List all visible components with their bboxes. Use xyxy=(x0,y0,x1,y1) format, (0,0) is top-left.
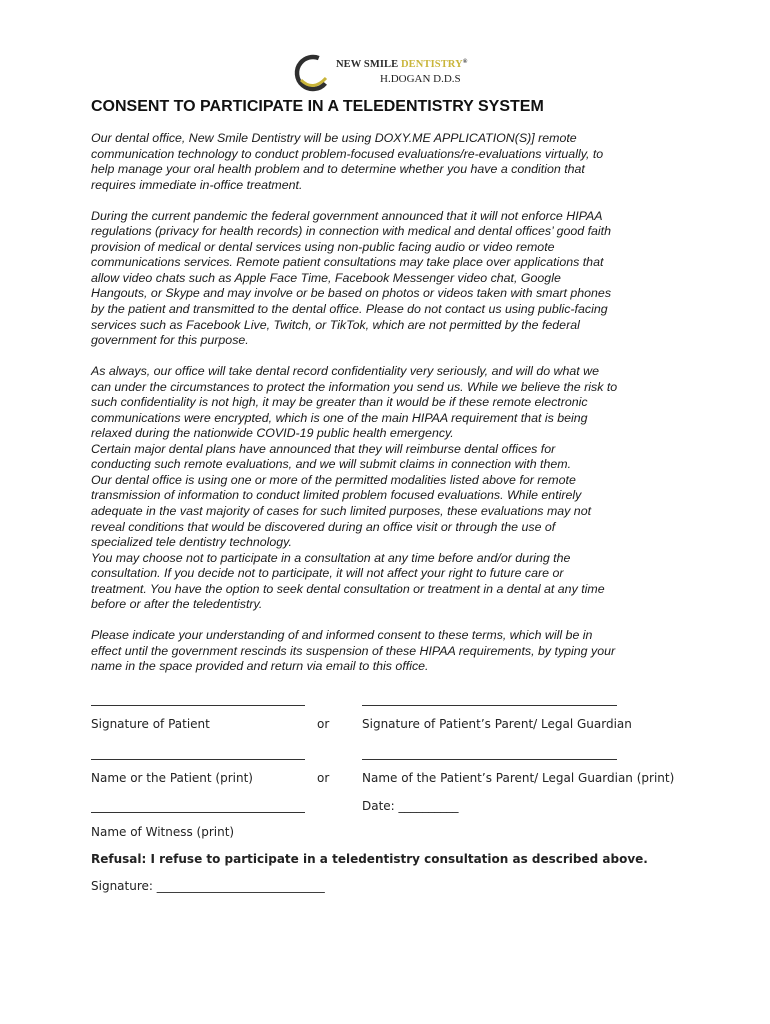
witness-name-label: Name of Witness (print) xyxy=(91,825,235,839)
witness-name-line[interactable] xyxy=(91,812,305,813)
logo-brand-part1: NEW SMILE xyxy=(336,59,401,70)
smile-ring-icon xyxy=(292,50,336,94)
patient-name-line[interactable] xyxy=(91,759,305,760)
consent-body xyxy=(91,131,691,691)
guardian-signature-label: Signature of Patient’s Parent/ Legal Guardian xyxy=(362,717,632,731)
patient-signature-line[interactable] xyxy=(91,705,305,706)
paragraph-confidentiality: As always, our office will take dental record confidentiality very seriously, and will do what we can under the circumstances to protect the information you send us. While we believe the risk to such confidentiality is not high, it may be greater than it would be if these remote electronic communications were encrypted, which is one of the main HIPAA requirement that is being relaxed during the nationwide COVID-19 public health emergency. xyxy=(91,364,618,441)
refusal-statement: Refusal: I refuse to participate in a teledentistry consultation as described above. xyxy=(91,852,648,866)
paragraph-modalities: Our dental office is using one or more of the permitted modalities listed above for remote transmission of information to conduct limited problem focused evaluations. While entirely adequate in the vast majority of cases for such limited purposes, these evaluations may not reveal conditions that would be discovered during an office visit or through the use of specialized tele dentistry technology. xyxy=(91,472,592,550)
patient-name-label: Name or the Patient (print) xyxy=(91,771,253,785)
guardian-name-line[interactable] xyxy=(362,759,617,760)
date-field[interactable]: Date: __________ xyxy=(362,799,459,813)
logo-brand-part2: DENTISTRY xyxy=(401,59,463,70)
guardian-name-label: Name of the Patient’s Parent/ Legal Guardian (print) xyxy=(362,771,675,785)
practice-logo xyxy=(292,50,478,96)
paragraph-dental-plans: Certain major dental plans have announced that they will reimburse dental offices for conducting such remote evaluations, and we will submit claims in connection with them. xyxy=(91,441,572,472)
refusal-signature-field[interactable]: Signature: ____________________________ xyxy=(91,879,325,893)
paragraph-intro: Our dental office, New Smile Dentistry will be using DOXY.ME APPLICATION(S)] remote communication technology to conduct problem-focused evaluations/re-evaluations virtually, to help manage your oral health problem and to determine whether you have a condition that requires immediate in-office treatment. xyxy=(91,131,604,192)
or-separator: or xyxy=(317,771,330,785)
paragraph-choice: You may choose not to participate in a consultation at any time before and/or during the consultation. If you decide not to participate, it will not affect your right to future care or treatment. You have the option to seek dental consultation or treatment in a dental at any time before or after the teledentistry. xyxy=(91,550,605,612)
logo-subtitle: H.DOGAN D.D.S xyxy=(380,73,461,85)
paragraph-hipaa-notice: During the current pandemic the federal government announced that it will not enforce HIPAA regulations (privacy for health records) in connection with medical and dental offices’ good faith provision of medical or dental services using non-public facing audio or video remote communications services. Remote patient consultations may take place over applications that allow video chats such as Apple Face Time, Facebook Messenger video chat, Google Hangouts, or Skype and may involve or be based on photos or videos taken with smart phones by the patient and transmitted to the dental office. Please do not contact us using public-facing services such as Facebook Live, Twitch, or TikTok, which are not permitted by the federal government for this purpose. xyxy=(91,208,612,348)
document-title: CONSENT TO PARTICIPATE IN A TELEDENTISTRY SYSTEM xyxy=(91,98,544,115)
registered-mark: ® xyxy=(462,59,468,65)
patient-signature-label: Signature of Patient xyxy=(91,717,210,731)
or-separator: or xyxy=(317,717,330,731)
logo-brand-name xyxy=(336,59,467,70)
guardian-signature-line[interactable] xyxy=(362,705,617,706)
paragraph-consent: Please indicate your understanding of and informed consent to these terms, which will be in effect until the government rescinds its suspension of these HIPAA requirements, by typing your name in the space provided and return via email to this office. xyxy=(91,628,616,674)
